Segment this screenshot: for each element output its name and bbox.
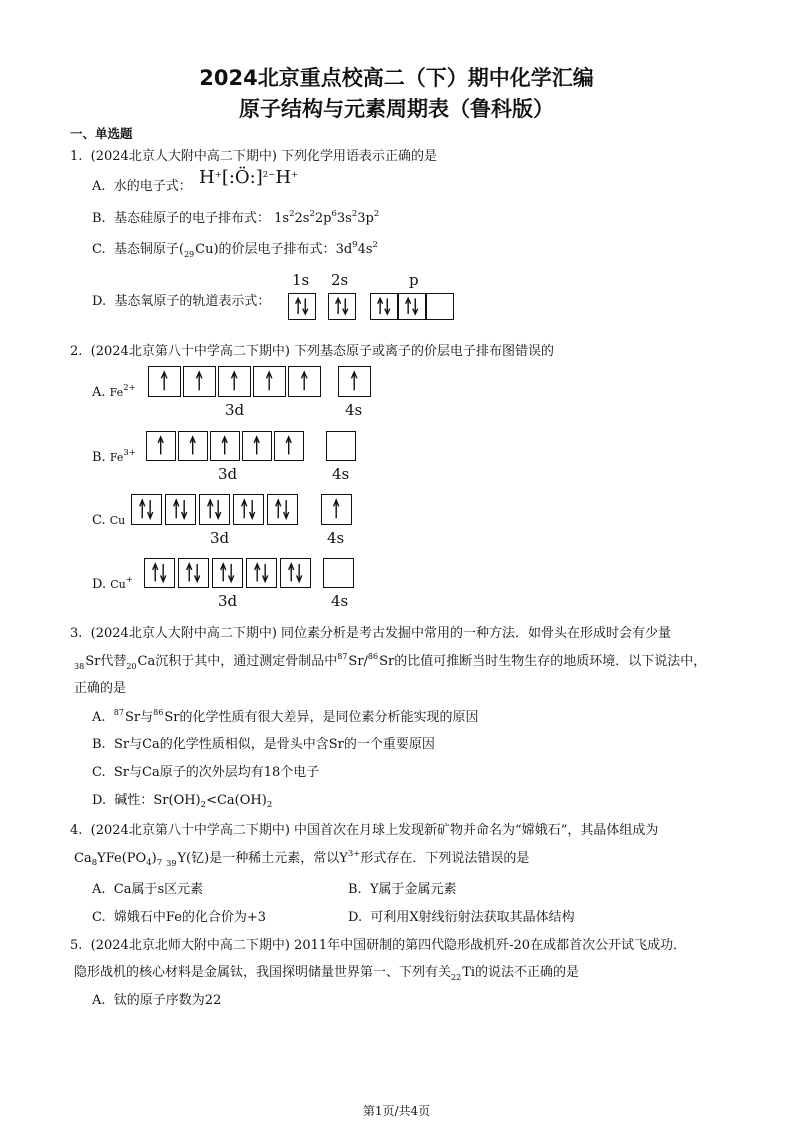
q3-option-c: C. Sr与Ca原子的次外层均有18个电子 [92,765,320,780]
water-electron-formula: H+[:Ö:]$^{2-}$H+ [199,167,299,188]
orbital-box-3d [280,558,311,588]
q2-option-label: D. Cu+ [92,575,133,592]
orbital-box-3d [183,366,216,397]
q4-option-c: C. 嫦娥石中Fe的化合价为+3 [92,910,267,925]
orbital-box-3d [212,558,243,588]
orbital-label-3d: 3d [218,465,238,483]
orbital-label-1s: 1s [292,271,310,289]
q1-option-c: C. 基态铜原子$(_{29}Cu)$的价层电子排布式：$3d^94s^2$ [92,240,378,259]
q3-option-b: B. Sr与Ca的化学性质相似，是骨头中含Sr的一个重要原因 [92,737,435,752]
orbital-label-4s: 4s [331,592,349,610]
orbital-box-4s [338,366,371,397]
q1-option-d: D. 基态氧原子的轨道表示式： [92,294,271,309]
orbital-label-4s: 4s [345,401,363,419]
question-4-stem: 4. (2024北京第八十中学高二下期中) 中国首次在月球上发现新矿物并命名为“嫦娥石”，其晶体组成为 [70,823,659,838]
orbital-box-3d [210,431,240,461]
orbital-box-2p [370,293,398,320]
orbital-label-4s: 4s [332,465,350,483]
q2-option-label: A. $Fe^{2+}$ [92,383,136,400]
question-5-stem: 5. (2024北京北师大附中高二下期中) 2011年中国研制的第四代隐形战机歼-20在成都首次公开试飞成功． [70,938,687,953]
orbital-box-2p [398,293,426,320]
q3-option-a: A. $^{87}$Sr与$^{86}$Sr的化学性质有很大差异，是同位素分析能实现的原因 [92,708,479,725]
orbital-box-4s [321,494,352,525]
q2-option-label: C. Cu [92,513,126,528]
orbital-box-3d [178,558,209,588]
question-2-stem: 2. (2024北京第八十中学高二下期中) 下列基态原子或离子的价层电子排布图错误的 [70,344,555,359]
orbital-label-2s: 2s [331,271,349,289]
orbital-box-3d [267,494,298,525]
orbital-label-4s: 4s [327,529,345,547]
orbital-box-3d [131,494,162,525]
question-3-stem: 3. (2024北京人大附中高二下期中) 同位素分析是考古发掘中常用的一种方法．如骨头在形成时会有少量 [70,626,672,641]
question-3-stem-line2: $_{38}$Sr代替$_{20}$Ca沉积于其中，通过测定骨制品中$^{87}$Sr/$^{86}$Sr的比值可推断当时生物生存的地质环境．以下说法中， [74,652,707,671]
orbital-box-3d [242,431,272,461]
q4-option-d: D. 可利用X射线衍射法获取其晶体结构 [348,910,575,925]
orbital-label-3d: 3d [218,592,238,610]
question-5-stem-line2: 隐形战机的核心材料是金属钛，我国探明储量世界第一、下列有关$_{22}$Ti的说法不正确的是 [74,965,580,982]
orbital-box-3d [288,366,321,397]
orbital-box-3d [274,431,304,461]
orbital-box-3d [199,494,230,525]
orbital-box-3d [178,431,208,461]
orbital-label-3d: 3d [225,401,245,419]
q4-option-b: B. Y属于金属元素 [348,882,457,897]
orbital-box-3d [146,431,176,461]
section-heading: 一、单选题 [70,126,133,141]
orbital-box-3d [233,494,264,525]
q5-option-a: A. 钛的原子序数为22 [92,993,222,1008]
orbital-label-p: p [409,271,419,289]
orbital-box-3d [253,366,286,397]
q3-option-d: D. 碱性：$Sr(OH)_2<Ca(OH)_2$ [92,793,273,810]
orbital-box-4s [323,558,354,588]
orbital-box-4s [326,431,356,461]
orbital-box-3d [165,494,196,525]
page-title: 2024北京重点校高二（下）期中化学汇编 [199,66,594,90]
question-3-stem-line3: 正确的是 [74,681,127,696]
q4-option-a: A. Ca属于s区元素 [92,882,204,897]
orbital-label-3d: 3d [210,529,230,547]
page-footer: 第1页/共4页 [362,1104,431,1118]
question-1-stem: 1. (2024北京人大附中高二下期中) 下列化学用语表示正确的是 [70,149,438,164]
orbital-box-2p [426,293,454,320]
orbital-box-2s [328,293,356,320]
orbital-box-3d [246,558,277,588]
orbital-box-1s [288,293,316,320]
orbital-box-3d [144,558,175,588]
q1-option-a: A. 水的电子式： [92,179,192,194]
question-4-stem-line2: $Ca_8YFe(PO_4)_7$ $_{39}$Y(钇)是一种稀土元素，常以$Y^{3+}$形式存在．下列说法错误的是 [74,849,530,868]
orbital-box-3d [148,366,181,397]
q1-option-b: B. 基态硅原子的电子排布式： $1s^22s^22p^63s^23p^2$ [92,209,380,226]
orbital-box-3d [218,366,251,397]
q2-option-label: B. $Fe^{3+}$ [92,448,136,465]
page-subtitle: 原子结构与元素周期表（鲁科版） [239,97,554,121]
